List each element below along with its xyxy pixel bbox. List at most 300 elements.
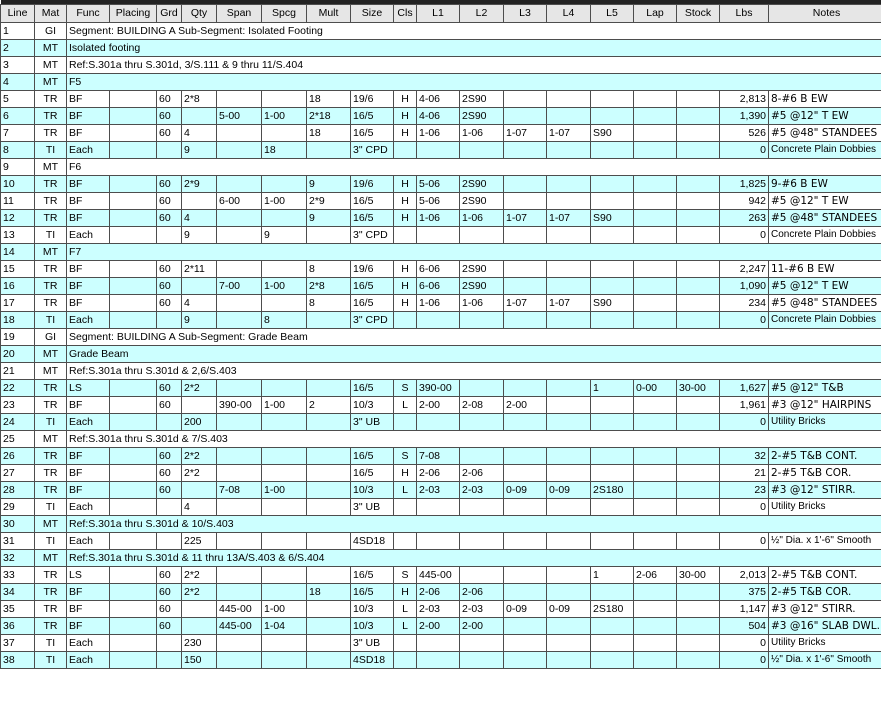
column-header-func[interactable]: Func	[67, 4, 110, 22]
cell-size[interactable]: 16/5	[351, 447, 394, 464]
cell-lbs[interactable]: 0	[720, 651, 769, 668]
cell-line[interactable]: 17	[1, 294, 35, 311]
cell-spcg[interactable]: 1-00	[262, 107, 307, 124]
cell-placing[interactable]	[110, 107, 157, 124]
table-row[interactable]	[1, 447, 881, 464]
cell-mat[interactable]: MT	[35, 73, 67, 90]
cell-func[interactable]: Each	[67, 532, 110, 549]
cell-mult[interactable]: 9	[307, 175, 351, 192]
cell-l5[interactable]	[591, 277, 634, 294]
cell-cls[interactable]: S	[394, 566, 417, 583]
cell-l2[interactable]	[460, 226, 504, 243]
cell-notes[interactable]: Concrete Plain Dobbies	[769, 141, 881, 158]
cell-span[interactable]	[217, 413, 262, 430]
cell-placing[interactable]	[110, 175, 157, 192]
cell-l1[interactable]	[417, 634, 460, 651]
cell-l2[interactable]	[460, 651, 504, 668]
cell-l2[interactable]	[460, 447, 504, 464]
cell-qty[interactable]: 2*2	[182, 583, 217, 600]
cell-l3[interactable]	[504, 498, 547, 515]
cell-span[interactable]	[217, 209, 262, 226]
cell-line[interactable]: 13	[1, 226, 35, 243]
cell-l4[interactable]	[547, 651, 591, 668]
cell-lbs[interactable]: 0	[720, 226, 769, 243]
cell-lbs[interactable]: 234	[720, 294, 769, 311]
cell-lbs[interactable]: 1,090	[720, 277, 769, 294]
cell-span[interactable]	[217, 634, 262, 651]
cell-span[interactable]	[217, 498, 262, 515]
cell-l1[interactable]: 1-06	[417, 124, 460, 141]
cell-mat[interactable]: TI	[35, 141, 67, 158]
cell-l2[interactable]: 1-06	[460, 294, 504, 311]
cell-spcg[interactable]	[262, 634, 307, 651]
cell-l5[interactable]: S90	[591, 294, 634, 311]
cell-stock[interactable]	[677, 226, 720, 243]
cell-mult[interactable]: 2*9	[307, 192, 351, 209]
cell-mult[interactable]: 18	[307, 124, 351, 141]
cell-span[interactable]: 6-00	[217, 192, 262, 209]
cell-mult[interactable]	[307, 498, 351, 515]
column-header-l3[interactable]: L3	[504, 4, 547, 22]
cell-stock[interactable]	[677, 277, 720, 294]
cell-qty[interactable]: 4	[182, 209, 217, 226]
table-row[interactable]	[1, 532, 881, 549]
cell-mat[interactable]: TI	[35, 634, 67, 651]
cell-l4[interactable]	[547, 413, 591, 430]
cell-qty[interactable]	[182, 481, 217, 498]
cell-stock[interactable]	[677, 260, 720, 277]
cell-mat[interactable]: MT	[35, 243, 67, 260]
cell-size[interactable]: 16/5	[351, 209, 394, 226]
cell-func[interactable]: BF	[67, 209, 110, 226]
cell-func[interactable]: BF	[67, 481, 110, 498]
cell-l3[interactable]	[504, 651, 547, 668]
cell-l4[interactable]	[547, 192, 591, 209]
cell-stock[interactable]	[677, 600, 720, 617]
cell-lbs[interactable]: 0	[720, 634, 769, 651]
cell-grd[interactable]: 60	[157, 566, 182, 583]
cell-mult[interactable]	[307, 617, 351, 634]
cell-stock[interactable]	[677, 311, 720, 328]
cell-l2[interactable]	[460, 413, 504, 430]
cell-mult[interactable]: 18	[307, 583, 351, 600]
cell-l5[interactable]: 1	[591, 379, 634, 396]
cell-mat[interactable]: TR	[35, 294, 67, 311]
cell-placing[interactable]	[110, 566, 157, 583]
cell-mat[interactable]: TR	[35, 481, 67, 498]
cell-span[interactable]	[217, 124, 262, 141]
cell-mat[interactable]: TI	[35, 311, 67, 328]
table-row[interactable]	[1, 328, 881, 345]
cell-span[interactable]	[217, 226, 262, 243]
cell-lap[interactable]	[634, 464, 677, 481]
cell-grd[interactable]	[157, 311, 182, 328]
cell-grd[interactable]: 60	[157, 124, 182, 141]
cell-l2[interactable]: 2S90	[460, 90, 504, 107]
cell-notes[interactable]: #5 @12" T EW	[769, 277, 881, 294]
cell-l3[interactable]	[504, 634, 547, 651]
cell-qty[interactable]: 2*2	[182, 447, 217, 464]
cell-l1[interactable]: 1-06	[417, 294, 460, 311]
cell-description[interactable]: Segment: BUILDING A Sub-Segment: Grade Beam	[67, 328, 881, 345]
cell-line[interactable]: 28	[1, 481, 35, 498]
cell-mat[interactable]: MT	[35, 56, 67, 73]
cell-span[interactable]	[217, 141, 262, 158]
cell-lbs[interactable]: 21	[720, 464, 769, 481]
cell-lbs[interactable]: 1,627	[720, 379, 769, 396]
cell-span[interactable]	[217, 532, 262, 549]
cell-l4[interactable]	[547, 566, 591, 583]
cell-mat[interactable]: TR	[35, 464, 67, 481]
cell-placing[interactable]	[110, 651, 157, 668]
cell-lap[interactable]: 2-06	[634, 566, 677, 583]
cell-l4[interactable]	[547, 141, 591, 158]
cell-qty[interactable]	[182, 396, 217, 413]
cell-size[interactable]: 10/3	[351, 481, 394, 498]
cell-func[interactable]: LS	[67, 379, 110, 396]
cell-placing[interactable]	[110, 90, 157, 107]
cell-func[interactable]: BF	[67, 124, 110, 141]
cell-l5[interactable]	[591, 90, 634, 107]
cell-size[interactable]: 10/3	[351, 600, 394, 617]
cell-l2[interactable]	[460, 566, 504, 583]
column-header-notes[interactable]: Notes	[769, 4, 881, 22]
cell-l3[interactable]: 2-00	[504, 396, 547, 413]
cell-line[interactable]: 1	[1, 22, 35, 39]
cell-stock[interactable]	[677, 396, 720, 413]
cell-stock[interactable]	[677, 413, 720, 430]
cell-l1[interactable]	[417, 413, 460, 430]
column-header-lbs[interactable]: Lbs	[720, 4, 769, 22]
cell-mult[interactable]	[307, 447, 351, 464]
cell-lbs[interactable]: 0	[720, 311, 769, 328]
cell-span[interactable]	[217, 379, 262, 396]
cell-size[interactable]: 3" UB	[351, 634, 394, 651]
cell-mult[interactable]: 9	[307, 209, 351, 226]
cell-l2[interactable]: 2S90	[460, 192, 504, 209]
cell-description[interactable]: Ref:S.301a thru S.301d & 11 thru 13A/S.403 & 6/S.404	[67, 549, 881, 566]
cell-l4[interactable]: 0-09	[547, 481, 591, 498]
cell-lbs[interactable]: 2,247	[720, 260, 769, 277]
cell-size[interactable]: 3" UB	[351, 498, 394, 515]
cell-placing[interactable]	[110, 413, 157, 430]
cell-stock[interactable]	[677, 124, 720, 141]
cell-grd[interactable]: 60	[157, 379, 182, 396]
cell-notes[interactable]: #5 @12" T&B	[769, 379, 881, 396]
cell-line[interactable]: 5	[1, 90, 35, 107]
cell-l1[interactable]: 4-06	[417, 107, 460, 124]
cell-l3[interactable]	[504, 107, 547, 124]
cell-placing[interactable]	[110, 481, 157, 498]
cell-lap[interactable]	[634, 617, 677, 634]
column-header-span[interactable]: Span	[217, 4, 262, 22]
cell-func[interactable]: LS	[67, 566, 110, 583]
cell-mult[interactable]	[307, 600, 351, 617]
cell-size[interactable]: 16/5	[351, 294, 394, 311]
cell-l1[interactable]: 2-06	[417, 464, 460, 481]
column-header-stock[interactable]: Stock	[677, 4, 720, 22]
cell-func[interactable]: Each	[67, 141, 110, 158]
table-row[interactable]	[1, 90, 881, 107]
cell-mat[interactable]: TI	[35, 651, 67, 668]
cell-line[interactable]: 19	[1, 328, 35, 345]
cell-spcg[interactable]	[262, 90, 307, 107]
table-row[interactable]	[1, 260, 881, 277]
cell-cls[interactable]: L	[394, 481, 417, 498]
cell-lbs[interactable]: 504	[720, 617, 769, 634]
cell-line[interactable]: 14	[1, 243, 35, 260]
cell-l3[interactable]	[504, 175, 547, 192]
cell-l4[interactable]: 1-07	[547, 294, 591, 311]
cell-mat[interactable]: TR	[35, 583, 67, 600]
table-row[interactable]	[1, 549, 881, 566]
cell-l4[interactable]: 1-07	[547, 209, 591, 226]
cell-l3[interactable]	[504, 464, 547, 481]
cell-cls[interactable]: L	[394, 617, 417, 634]
cell-notes[interactable]: ½" Dia. x 1'-6" Smooth	[769, 651, 881, 668]
column-header-size[interactable]: Size	[351, 4, 394, 22]
cell-placing[interactable]	[110, 209, 157, 226]
cell-notes[interactable]: #5 @48" STANDEES	[769, 124, 881, 141]
cell-lap[interactable]	[634, 90, 677, 107]
cell-cls[interactable]: H	[394, 124, 417, 141]
cell-l5[interactable]	[591, 532, 634, 549]
cell-line[interactable]: 11	[1, 192, 35, 209]
cell-lap[interactable]	[634, 396, 677, 413]
cell-mat[interactable]: MT	[35, 549, 67, 566]
cell-placing[interactable]	[110, 532, 157, 549]
cell-l1[interactable]: 390-00	[417, 379, 460, 396]
cell-line[interactable]: 34	[1, 583, 35, 600]
cell-qty[interactable]: 2*2	[182, 566, 217, 583]
cell-grd[interactable]	[157, 651, 182, 668]
cell-line[interactable]: 31	[1, 532, 35, 549]
cell-l3[interactable]: 0-09	[504, 481, 547, 498]
cell-mult[interactable]: 2*18	[307, 107, 351, 124]
cell-func[interactable]: BF	[67, 107, 110, 124]
cell-mat[interactable]: TR	[35, 447, 67, 464]
cell-lap[interactable]	[634, 532, 677, 549]
cell-l1[interactable]: 1-06	[417, 209, 460, 226]
cell-notes[interactable]: #5 @48" STANDEES	[769, 294, 881, 311]
cell-mult[interactable]	[307, 379, 351, 396]
cell-spcg[interactable]	[262, 294, 307, 311]
cell-mult[interactable]	[307, 634, 351, 651]
cell-line[interactable]: 18	[1, 311, 35, 328]
cell-stock[interactable]	[677, 634, 720, 651]
cell-cls[interactable]: L	[394, 600, 417, 617]
cell-stock[interactable]	[677, 617, 720, 634]
cell-mat[interactable]: GI	[35, 328, 67, 345]
cell-spcg[interactable]	[262, 413, 307, 430]
column-header-l1[interactable]: L1	[417, 4, 460, 22]
cell-l1[interactable]: 4-06	[417, 90, 460, 107]
cell-l1[interactable]: 2-03	[417, 600, 460, 617]
cell-grd[interactable]: 60	[157, 464, 182, 481]
cell-notes[interactable]: 2-#5 T&B COR.	[769, 464, 881, 481]
cell-l2[interactable]: 2-03	[460, 600, 504, 617]
cell-grd[interactable]	[157, 634, 182, 651]
cell-grd[interactable]	[157, 413, 182, 430]
cell-size[interactable]: 19/6	[351, 175, 394, 192]
cell-l5[interactable]	[591, 260, 634, 277]
cell-lap[interactable]	[634, 413, 677, 430]
table-row[interactable]	[1, 413, 881, 430]
table-row[interactable]	[1, 39, 881, 56]
cell-cls[interactable]: H	[394, 175, 417, 192]
cell-line[interactable]: 29	[1, 498, 35, 515]
cell-mult[interactable]	[307, 226, 351, 243]
cell-mat[interactable]: MT	[35, 430, 67, 447]
table-row[interactable]	[1, 634, 881, 651]
cell-l5[interactable]	[591, 175, 634, 192]
cell-notes[interactable]: #5 @48" STANDEES	[769, 209, 881, 226]
cell-l2[interactable]	[460, 498, 504, 515]
cell-mult[interactable]	[307, 413, 351, 430]
cell-span[interactable]: 7-00	[217, 277, 262, 294]
cell-qty[interactable]	[182, 617, 217, 634]
cell-mult[interactable]: 18	[307, 90, 351, 107]
cell-func[interactable]: BF	[67, 464, 110, 481]
cell-func[interactable]: Each	[67, 413, 110, 430]
cell-l4[interactable]	[547, 107, 591, 124]
cell-size[interactable]: 19/6	[351, 90, 394, 107]
cell-stock[interactable]	[677, 141, 720, 158]
cell-line[interactable]: 4	[1, 73, 35, 90]
cell-mult[interactable]	[307, 532, 351, 549]
cell-l4[interactable]	[547, 532, 591, 549]
cell-notes[interactable]: #3 @12" HAIRPINS	[769, 396, 881, 413]
cell-placing[interactable]	[110, 311, 157, 328]
cell-description[interactable]: Grade Beam	[67, 345, 881, 362]
cell-qty[interactable]: 9	[182, 226, 217, 243]
cell-grd[interactable]	[157, 141, 182, 158]
cell-l4[interactable]	[547, 260, 591, 277]
cell-qty[interactable]: 4	[182, 294, 217, 311]
cell-func[interactable]: BF	[67, 294, 110, 311]
cell-lbs[interactable]: 0	[720, 141, 769, 158]
cell-placing[interactable]	[110, 583, 157, 600]
table-row[interactable]	[1, 600, 881, 617]
column-header-spcg[interactable]: Spcg	[262, 4, 307, 22]
cell-span[interactable]	[217, 566, 262, 583]
cell-placing[interactable]	[110, 141, 157, 158]
cell-size[interactable]: 16/5	[351, 124, 394, 141]
cell-l4[interactable]	[547, 175, 591, 192]
cell-span[interactable]: 390-00	[217, 396, 262, 413]
cell-l5[interactable]	[591, 651, 634, 668]
cell-line[interactable]: 21	[1, 362, 35, 379]
cell-grd[interactable]: 60	[157, 447, 182, 464]
cell-lbs[interactable]: 1,961	[720, 396, 769, 413]
cell-line[interactable]: 27	[1, 464, 35, 481]
table-row[interactable]	[1, 498, 881, 515]
cell-spcg[interactable]: 1-00	[262, 396, 307, 413]
table-row[interactable]	[1, 430, 881, 447]
table-row[interactable]	[1, 192, 881, 209]
column-header-line[interactable]: Line	[1, 4, 35, 22]
cell-notes[interactable]: Utility Bricks	[769, 498, 881, 515]
cell-l3[interactable]: 0-09	[504, 600, 547, 617]
cell-grd[interactable]: 60	[157, 583, 182, 600]
cell-span[interactable]	[217, 447, 262, 464]
cell-mat[interactable]: TR	[35, 192, 67, 209]
cell-lbs[interactable]: 942	[720, 192, 769, 209]
cell-l2[interactable]	[460, 532, 504, 549]
cell-l4[interactable]	[547, 583, 591, 600]
cell-stock[interactable]	[677, 175, 720, 192]
cell-mat[interactable]: TR	[35, 107, 67, 124]
cell-l1[interactable]: 2-03	[417, 481, 460, 498]
cell-mat[interactable]: TR	[35, 379, 67, 396]
cell-cls[interactable]: H	[394, 209, 417, 226]
cell-l5[interactable]	[591, 413, 634, 430]
cell-line[interactable]: 25	[1, 430, 35, 447]
table-row[interactable]	[1, 158, 881, 175]
cell-qty[interactable]: 200	[182, 413, 217, 430]
cell-cls[interactable]	[394, 413, 417, 430]
cell-func[interactable]: Each	[67, 651, 110, 668]
cell-func[interactable]: BF	[67, 175, 110, 192]
cell-l2[interactable]: 1-06	[460, 124, 504, 141]
cell-lap[interactable]: 0-00	[634, 379, 677, 396]
cell-span[interactable]	[217, 175, 262, 192]
cell-l3[interactable]	[504, 617, 547, 634]
cell-grd[interactable]: 60	[157, 90, 182, 107]
cell-lap[interactable]	[634, 651, 677, 668]
cell-line[interactable]: 32	[1, 549, 35, 566]
cell-qty[interactable]: 2*11	[182, 260, 217, 277]
cell-description[interactable]: F5	[67, 73, 881, 90]
cell-l5[interactable]	[591, 498, 634, 515]
cell-lbs[interactable]: 0	[720, 532, 769, 549]
cell-size[interactable]: 16/5	[351, 464, 394, 481]
table-row[interactable]	[1, 464, 881, 481]
table-row[interactable]	[1, 243, 881, 260]
cell-l3[interactable]: 1-07	[504, 124, 547, 141]
cell-line[interactable]: 23	[1, 396, 35, 413]
cell-spcg[interactable]: 1-00	[262, 277, 307, 294]
cell-cls[interactable]: H	[394, 583, 417, 600]
cell-span[interactable]: 445-00	[217, 617, 262, 634]
cell-l1[interactable]: 2-00	[417, 617, 460, 634]
cell-size[interactable]: 16/5	[351, 379, 394, 396]
cell-lap[interactable]	[634, 124, 677, 141]
cell-notes[interactable]: Concrete Plain Dobbies	[769, 226, 881, 243]
cell-grd[interactable]	[157, 532, 182, 549]
cell-lbs[interactable]: 375	[720, 583, 769, 600]
cell-l3[interactable]	[504, 90, 547, 107]
cell-lbs[interactable]: 526	[720, 124, 769, 141]
cell-notes[interactable]: 2-#5 T&B CONT.	[769, 447, 881, 464]
cell-notes[interactable]: 8-#6 B EW	[769, 90, 881, 107]
table-row[interactable]	[1, 124, 881, 141]
cell-mult[interactable]	[307, 464, 351, 481]
cell-span[interactable]: 5-00	[217, 107, 262, 124]
cell-spcg[interactable]	[262, 498, 307, 515]
cell-placing[interactable]	[110, 124, 157, 141]
cell-l3[interactable]	[504, 260, 547, 277]
table-row[interactable]	[1, 294, 881, 311]
cell-l1[interactable]: 7-08	[417, 447, 460, 464]
cell-mat[interactable]: TI	[35, 532, 67, 549]
cell-l3[interactable]	[504, 379, 547, 396]
table-row[interactable]	[1, 651, 881, 668]
column-header-placing[interactable]: Placing	[110, 4, 157, 22]
cell-notes[interactable]: 2-#5 T&B CONT.	[769, 566, 881, 583]
cell-l2[interactable]: 2-03	[460, 481, 504, 498]
cell-qty[interactable]: 2*2	[182, 379, 217, 396]
